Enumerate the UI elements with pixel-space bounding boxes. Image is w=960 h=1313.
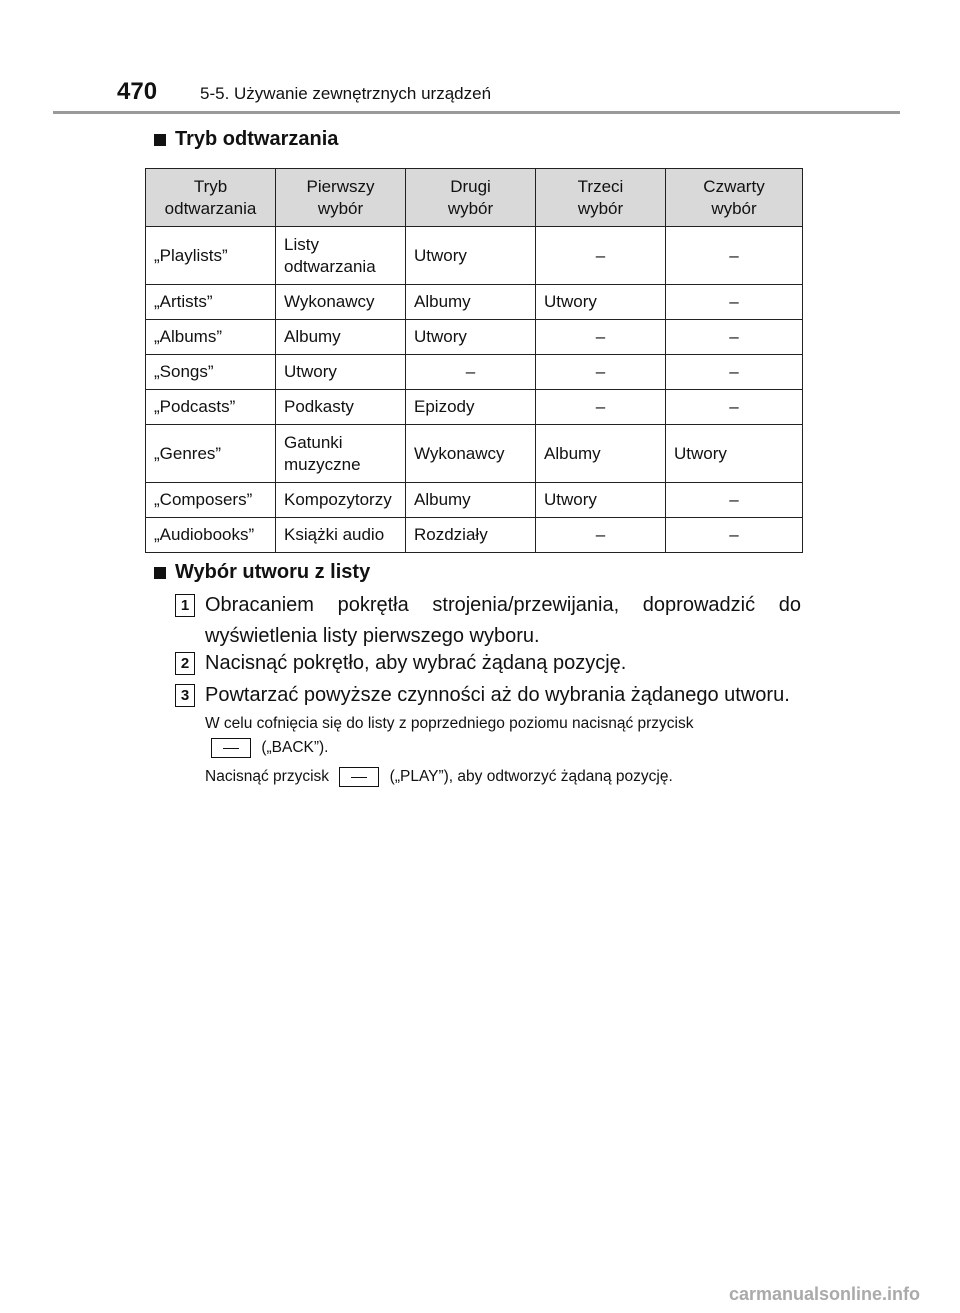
table-cell: „Albums”	[146, 320, 276, 355]
table-cell: Wykonawcy	[406, 425, 536, 483]
square-bullet-icon	[154, 134, 166, 146]
table-cell: Albumy	[276, 320, 406, 355]
table-cell: Albumy	[536, 425, 666, 483]
table-cell: –	[536, 518, 666, 553]
page-header	[0, 0, 960, 116]
step-text: Obracaniem pokrętła strojenia/przewijania, doprowadzić do wyświetlenia listy pierwszego wyboru.	[205, 594, 801, 647]
table-cell: Utwory	[406, 227, 536, 285]
step-number-badge: 2	[175, 652, 195, 675]
table-cell: –	[666, 320, 803, 355]
table-cell: Utwory	[536, 285, 666, 320]
step-number-badge: 3	[175, 684, 195, 707]
table-cell: „Composers”	[146, 483, 276, 518]
table-cell: –	[666, 483, 803, 518]
page-number: 470	[117, 78, 158, 105]
table-cell: –	[666, 285, 803, 320]
table-cell: Wykonawcy	[276, 285, 406, 320]
table-cell: Utwory	[666, 425, 803, 483]
note-text: W celu cofnięcia się do listy z poprzedniego poziomu nacisnąć przycisk	[205, 715, 694, 732]
table-cell: „Songs”	[146, 355, 276, 390]
table-cell: –	[536, 390, 666, 425]
step-number-badge: 1	[175, 594, 195, 617]
table-cell: –	[666, 355, 803, 390]
section-heading-playback-mode	[154, 128, 338, 151]
header-divider	[53, 111, 900, 114]
table-cell: „Artists”	[146, 285, 276, 320]
table-row	[146, 518, 803, 553]
table-cell: „Audiobooks”	[146, 518, 276, 553]
table-cell: –	[666, 390, 803, 425]
table-cell: Albumy	[406, 285, 536, 320]
note-text: Nacisnąć przycisk	[205, 768, 330, 785]
step-1	[175, 590, 801, 652]
table-row	[146, 483, 803, 518]
table-cell: Kompozytorzy	[276, 483, 406, 518]
table-cell: Epizody	[406, 390, 536, 425]
header-mode: Tryb odtwarzania	[146, 169, 276, 227]
table-row	[146, 285, 803, 320]
playback-mode-table	[145, 168, 803, 553]
section-heading-text: Tryb odtwarzania	[175, 128, 339, 150]
table-cell: –	[406, 355, 536, 390]
table-header-row	[146, 169, 803, 227]
note-text: („BACK”).	[261, 739, 329, 756]
table-row	[146, 425, 803, 483]
table-cell: Książki audio	[276, 518, 406, 553]
table-row	[146, 227, 803, 285]
table-cell: Utwory	[536, 483, 666, 518]
chapter-title: 5-5. Używanie zewnętrznych urządzeń	[200, 84, 492, 103]
header-second-choice: Drugi wybór	[406, 169, 536, 227]
play-button-icon	[339, 767, 379, 787]
table-cell: „Genres”	[146, 425, 276, 483]
table-cell: Gatunki muzyczne	[276, 425, 406, 483]
table-cell: Listy odtwarzania	[276, 227, 406, 285]
step-2	[175, 648, 801, 679]
note-text: („PLAY”), aby odtworzyć żądaną pozycję.	[389, 768, 673, 785]
table-row	[146, 390, 803, 425]
table-cell: Albumy	[406, 483, 536, 518]
table-row	[146, 355, 803, 390]
step-text: Nacisnąć pokrętło, aby wybrać żądaną pozycję.	[205, 652, 627, 674]
watermark: carmanualsonline.info	[728, 1284, 920, 1304]
back-button-note	[205, 712, 805, 760]
table-cell: Rozdziały	[406, 518, 536, 553]
table-cell: –	[536, 227, 666, 285]
table-cell: Utwory	[406, 320, 536, 355]
table-cell: –	[536, 355, 666, 390]
section-heading-text: Wybór utworu z listy	[175, 561, 371, 583]
square-bullet-icon	[154, 567, 166, 579]
step-text: Powtarzać powyższe czynności aż do wybrania żądanego utworu.	[205, 684, 790, 706]
table-cell: „Playlists”	[146, 227, 276, 285]
table-cell: –	[666, 518, 803, 553]
header-third-choice: Trzeci wybór	[536, 169, 666, 227]
table-row	[146, 320, 803, 355]
header-fourth-choice: Czwarty wybór	[666, 169, 803, 227]
back-button-icon	[211, 738, 251, 758]
table-cell: Podkasty	[276, 390, 406, 425]
table-cell: „Podcasts”	[146, 390, 276, 425]
table-cell: –	[536, 320, 666, 355]
step-3	[175, 680, 801, 711]
table-cell: –	[666, 227, 803, 285]
table-cell: Utwory	[276, 355, 406, 390]
section-heading-track-selection	[154, 561, 370, 584]
play-button-note	[205, 765, 805, 789]
header-first-choice: Pierwszy wybór	[276, 169, 406, 227]
